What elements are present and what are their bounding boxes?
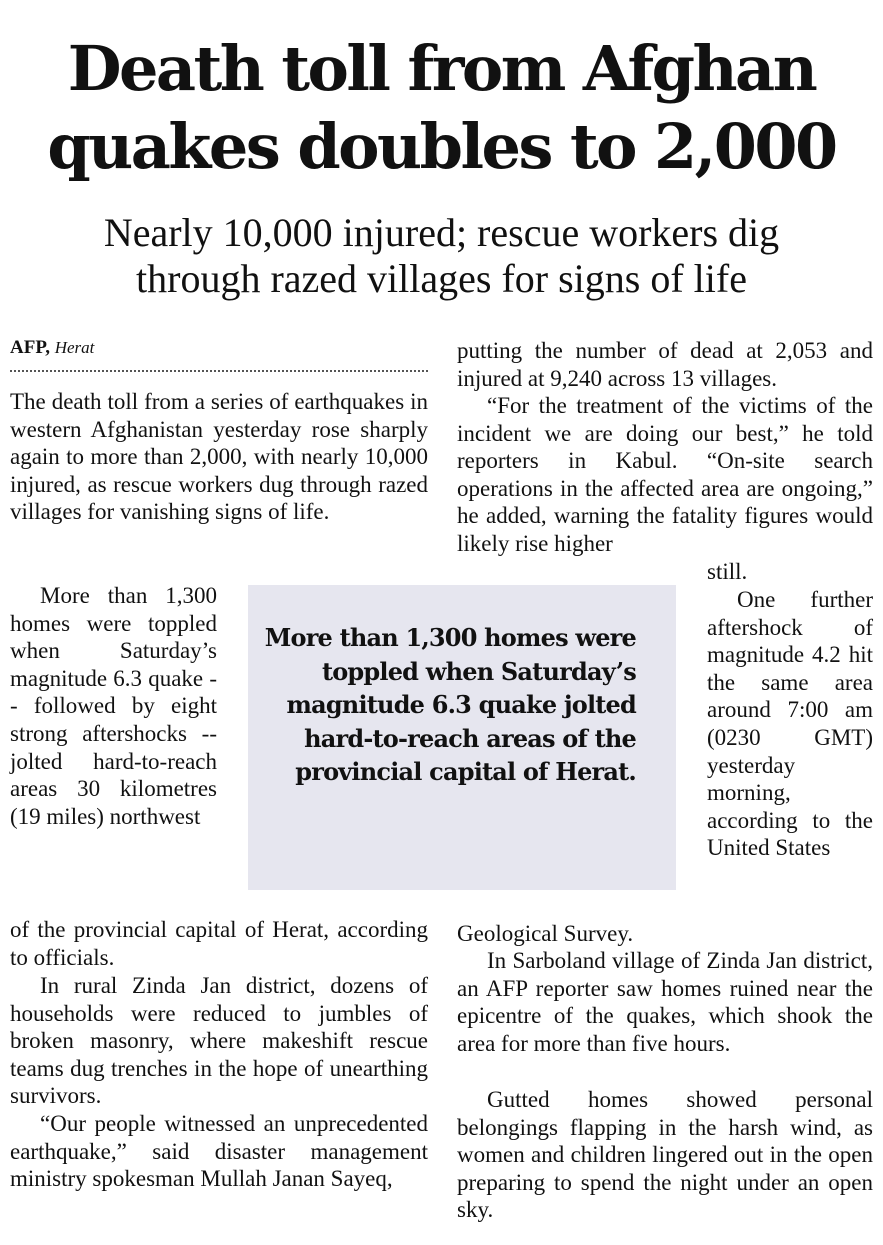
article-paragraph-7: In Sarboland village of Zinda Jan district, an AFP reporter saw homes ruined near the epicentre of the quakes, which shook the area for more than five hours. xyxy=(457,948,873,1056)
article-paragraph-6-narrow: One further aftershock of magnitude 4.2 hit the same area around 7:00 am (0230 GMT) yesterday morning, according to the United States xyxy=(707,587,873,861)
article-paragraph-6-wide: Geological Survey. xyxy=(457,921,634,946)
subheadline-line-2: through razed villages for signs of life xyxy=(136,256,747,301)
pull-quote-box xyxy=(248,585,676,890)
headline xyxy=(0,30,883,186)
article-paragraph-5-end: still. xyxy=(707,559,748,584)
subheadline xyxy=(0,210,883,302)
subheadline-line-1: Nearly 10,000 injured; rescue workers dig xyxy=(103,210,780,255)
article-paragraph-5: “For the treatment of the victims of the incident we are doing our best,” he told reporters in Kabul. “On-site search operations in the affected area are ongoing,” he added, warning the fatality figures would likely rise higher xyxy=(457,393,873,556)
headline-line-1: Death toll from Afghan xyxy=(67,32,816,105)
article-paragraph-4: “Our people witnessed an unprecedented earthquake,” said disaster management ministry spokesman Mullah Janan Sayeq, xyxy=(10,1111,428,1192)
article-paragraph-4-continued: putting the number of dead at 2,053 and injured at 9,240 across 13 villages. xyxy=(457,338,873,391)
headline-line-2: quakes doubles to 2,000 xyxy=(47,110,836,183)
article-paragraph-2-narrow: More than 1,300 homes were toppled when Saturday’s magnitude 6.3 quake -- followed by eight strong aftershocks -- jolted hard-to-reach areas 30 kilometres (19 miles) northwest xyxy=(10,583,217,829)
article-paragraph-1: The death toll from a series of earthquakes in western Afghanistan yesterday rose sharply again to more than 2,000, with nearly 10,000 injured, as rescue workers dug through razed villages for vanishing signs of life. xyxy=(10,389,428,525)
pull-quote: More than 1,300 homes were toppled when Saturday’s magnitude 6.3 quake jolted hard-to-reach areas of the provincial capital of Herat. xyxy=(264,623,636,786)
byline xyxy=(10,336,428,372)
article-paragraph-8: Gutted homes showed personal belongings flapping in the harsh wind, as women and children lingered out in the open preparing to spend the night under an open sky. xyxy=(457,1087,873,1223)
byline-location: Herat xyxy=(54,338,95,357)
article-paragraph-2-wide: of the provincial capital of Herat, according to officials. xyxy=(10,917,428,970)
article-paragraph-3: In rural Zinda Jan district, dozens of households were reduced to jumbles of broken masonry, where makeshift rescue teams dug trenches in the hope of unearthing survivors. xyxy=(10,973,428,1109)
byline-agency: AFP, xyxy=(10,337,50,358)
